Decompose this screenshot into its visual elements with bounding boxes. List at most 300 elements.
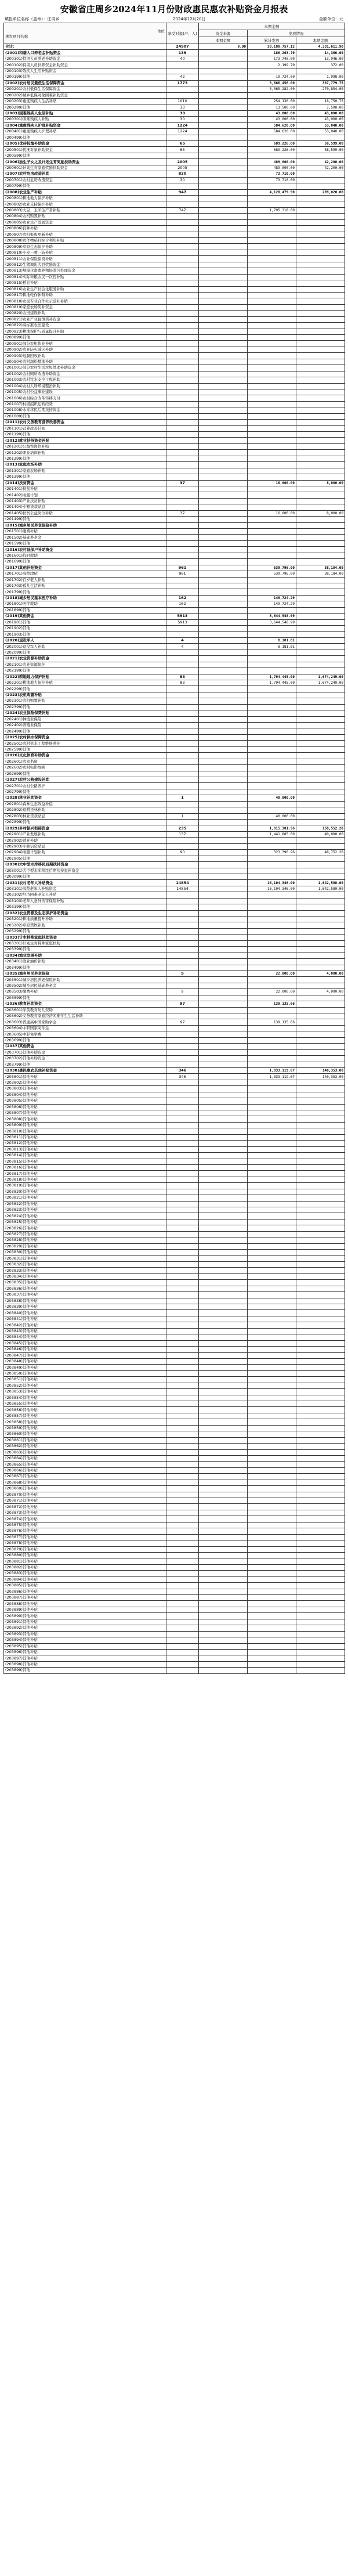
row-persons [166,1298,199,1304]
row-this-month [296,341,345,347]
row-cumulative [248,704,296,710]
row-persons [166,183,199,189]
row-cumulative [248,219,296,225]
row-this-month [296,383,345,389]
row-persons [166,517,199,522]
row-this-month [296,1462,345,1467]
row-name: (203862)其他补贴 [4,1444,166,1449]
row-current-amount [199,959,248,965]
row-name: (203810)其他补贴 [4,1128,166,1134]
row-cumulative [248,1546,296,1552]
row-name: (202799)其他 [4,789,166,795]
table-row [4,104,345,110]
row-cumulative [248,492,296,498]
row-cumulative [248,238,296,244]
row-current-amount [199,280,248,286]
row-persons [166,153,199,158]
row-current-amount [199,765,248,771]
row-persons [166,1171,199,1177]
table-row [4,68,345,74]
row-persons [166,1334,199,1340]
table-row [4,692,345,698]
row-persons [166,250,199,255]
row-cumulative: 173,740.00 [248,56,296,62]
row-name: (203840)其他补贴 [4,1310,166,1316]
row-persons [166,1631,199,1637]
table-row [4,1116,345,1122]
row-persons: 14854 [166,880,199,886]
table-row [4,1268,345,1273]
row-this-month [296,765,345,771]
row-cumulative [248,734,296,740]
row-persons: 947 [166,189,199,195]
table-row [4,189,345,195]
row-name: (203872)其他补贴 [4,1504,166,1510]
row-current-amount [199,1001,248,1007]
row-persons [166,1589,199,1594]
row-cumulative: 38,180,757.12 [248,44,296,50]
row-this-month: 14,366.00 [296,50,345,56]
table-row [4,1413,345,1419]
row-current-amount [199,595,248,601]
table-row [4,1128,345,1134]
row-cumulative: 16,104,346.00 [248,886,296,892]
row-current-amount [199,1207,248,1213]
row-this-month [296,716,345,722]
row-current-amount [199,153,248,158]
row-name: (2013)家庭农场补助 [4,462,166,468]
row-name: (203829)其他补贴 [4,1243,166,1249]
row-persons: 139 [166,50,199,56]
row-name: (203892)其他补贴 [4,1625,166,1631]
row-name: (203833)其他补贴 [4,1268,166,1273]
row-current-amount [199,1589,248,1594]
row-this-month [296,1377,345,1383]
row-current-amount [199,637,248,643]
table-row [4,831,345,837]
row-this-month [296,753,345,759]
row-this-month: 4,000.00 [296,970,345,976]
row-current-amount [199,226,248,232]
row-current-amount [199,1347,248,1352]
table-row [4,771,345,777]
row-persons [166,1528,199,1534]
row-this-month [296,547,345,553]
row-name: (203605)中职免学费 [4,1031,166,1037]
row-cumulative [248,68,296,74]
row-name: (203001)大中型水库移民后期扶持直补资金 [4,868,166,874]
row-name: (202803)林业贷款贴息 [4,813,166,819]
row-this-month [296,1347,345,1352]
row-cumulative [248,1110,296,1116]
row-current-amount [199,1395,248,1401]
row-name: (203868)其他补贴 [4,1480,166,1485]
row-name: (203818)其他补贴 [4,1177,166,1182]
row-cumulative [248,347,296,352]
row-name: (203804)其他补贴 [4,1092,166,1098]
row-name: (203849)其他补贴 [4,1365,166,1370]
row-persons [166,662,199,668]
table-row [4,662,345,668]
row-current-amount [199,425,248,431]
row-cumulative [248,662,296,668]
row-current-amount [199,674,248,680]
row-this-month [296,977,345,983]
row-this-month [296,959,345,965]
row-persons [166,935,199,940]
row-name: (203832)其他补贴 [4,1261,166,1267]
row-this-month [296,1655,345,1661]
row-cumulative [248,298,296,304]
row-current-amount [199,892,248,898]
row-name: (201401)扶贫补贴 [4,486,166,492]
row-this-month [296,1649,345,1655]
row-current-amount [199,783,248,789]
table-row [4,129,345,135]
row-current-amount [199,1268,248,1273]
row-cumulative [248,1250,296,1255]
row-cumulative: 8,181.81 [248,637,296,643]
row-current-amount [199,989,248,995]
row-this-month: 372.00 [296,62,345,68]
row-this-month [296,637,345,643]
row-current-amount [199,335,248,341]
table-row [4,1110,345,1116]
row-persons [166,353,199,359]
row-this-month [296,1637,345,1643]
row-cumulative [248,365,296,371]
row-cumulative [248,977,296,983]
table-row [4,825,345,831]
row-this-month [296,292,345,298]
row-name: (2018)城乡居民基本医疗补助 [4,595,166,601]
table-row [4,650,345,655]
row-name: (202801)森林生态效益补偿 [4,801,166,807]
row-cumulative [248,268,296,274]
row-cumulative [248,1171,296,1177]
table-row [4,1619,345,1625]
table-row [4,1340,345,1346]
table-row [4,232,345,237]
table-row [4,1013,345,1019]
row-persons [166,1122,199,1128]
row-name: (200301)困难残疾人补贴 [4,117,166,122]
row-this-month [296,1231,345,1237]
row-name: (201001)部分农村生活垃圾处理补助资金 [4,365,166,371]
row-persons [166,1189,199,1195]
row-current-amount [199,880,248,886]
row-current-amount [199,1407,248,1413]
table-row [4,286,345,292]
row-persons [166,547,199,553]
row-name: (201399)其他 [4,474,166,480]
table-row [4,1104,345,1110]
row-current-amount [199,207,248,213]
row-name: (203885)其他补贴 [4,1583,166,1589]
row-this-month [296,450,345,456]
row-cumulative: 22,000.00 [248,989,296,995]
row-current-amount [199,801,248,807]
table-row [4,474,345,480]
header-issued: 发放情况 [248,30,345,37]
row-persons: 37 [166,480,199,486]
row-name: (203876)其他补贴 [4,1528,166,1534]
row-current-amount [199,1462,248,1467]
row-this-month [296,1589,345,1594]
row-cumulative: 1,815,381.96 [248,825,296,831]
row-this-month: 40,000.00 [296,831,345,837]
row-persons [166,734,199,740]
row-name: (203807)其他补贴 [4,1110,166,1116]
row-this-month [296,710,345,716]
row-persons [166,1467,199,1473]
row-name: (2025)农村供水保障资金 [4,734,166,740]
row-this-month [296,1546,345,1552]
row-name: (202499)其他 [4,728,166,734]
table-row [4,535,345,540]
row-name: (202301)农机购置补贴 [4,698,166,704]
row-current-amount [199,1492,248,1498]
row-cumulative [248,1413,296,1419]
row-persons [166,1037,199,1043]
row-current-amount [199,510,248,516]
row-name: (202601)农家书屋 [4,759,166,764]
row-this-month [296,456,345,461]
row-name: (2008)农业生产补贴 [4,189,166,195]
table-row [4,1074,345,1080]
row-persons [166,632,199,637]
row-name: (202899)其他 [4,820,166,825]
table-row [4,256,345,262]
row-name: (203873)其他补贴 [4,1510,166,1516]
table-row [4,886,345,892]
row-this-month: 18,750.75 [296,98,345,104]
table-row [4,1049,345,1055]
row-name: (203399)其他 [4,947,166,953]
row-name: (203803)其他补贴 [4,1086,166,1092]
row-persons [166,1183,199,1189]
row-current-amount [199,529,248,535]
row-cumulative [248,771,296,777]
row-this-month [296,607,345,613]
row-persons: 4 [166,644,199,650]
row-cumulative: 489,000.00 [248,165,296,171]
row-cumulative [248,1637,296,1643]
row-this-month [296,432,345,438]
row-current-amount [199,347,248,352]
row-current-amount [199,704,248,710]
row-name: (203806)其他补贴 [4,1104,166,1110]
row-cumulative [248,741,296,746]
row-current-amount [199,141,248,147]
table-row [4,50,345,56]
table-row [4,741,345,746]
table-row [4,44,345,50]
row-cumulative: 16,000.00 [248,480,296,486]
table-row [4,868,345,874]
table-row [4,504,345,510]
row-current-amount [199,1183,248,1189]
row-name: (203861)其他补贴 [4,1437,166,1443]
row-persons [166,1044,199,1049]
row-name: (203893)其他补贴 [4,1631,166,1637]
row-this-month: 1,998.00 [296,74,345,80]
row-persons [166,286,199,292]
row-name: (2028)林业补助资金 [4,795,166,801]
table-row [4,1159,345,1164]
row-current-amount [199,292,248,298]
row-persons [166,1231,199,1237]
row-current-amount [199,498,248,504]
row-this-month [296,183,345,189]
row-name: (202101)农业资源保护 [4,662,166,668]
row-this-month [296,704,345,710]
row-current-amount [199,1086,248,1092]
row-name: (203880)其他补贴 [4,1552,166,1558]
row-name: (201004)农村人居环境整治补助 [4,383,166,389]
table-row [4,1207,345,1213]
row-cumulative [248,323,296,329]
row-current-amount [199,1558,248,1564]
row-this-month [296,1401,345,1407]
row-persons [166,1395,199,1401]
row-this-month: 8,000.00 [296,510,345,516]
table-body [4,44,345,1674]
row-name: (203882)其他补贴 [4,1564,166,1570]
row-persons: 30 [166,117,199,122]
row-current-amount [199,1661,248,1667]
row-cumulative: 149,724.29 [248,595,296,601]
row-persons [166,1474,199,1480]
row-cumulative [248,1383,296,1388]
row-this-month [296,862,345,868]
row-name: (203846)其他补贴 [4,1347,166,1352]
row-cumulative [248,540,296,546]
row-cumulative [248,559,296,565]
row-cumulative [248,1480,296,1485]
row-current-amount [199,238,248,244]
row-this-month [296,1431,345,1437]
row-this-month [296,734,345,740]
row-current-amount [199,898,248,904]
row-name: (200823)耕地保护与质量提升补助 [4,329,166,334]
table-row [4,353,345,359]
row-name: (202299)其他 [4,686,166,692]
row-cumulative [248,650,296,655]
row-this-month [296,1116,345,1122]
row-cumulative: 10,724.00 [248,74,296,80]
row-this-month [296,723,345,728]
row-cumulative [248,214,296,219]
row-persons [166,450,199,456]
row-persons [166,347,199,352]
row-cumulative: 73,710.00 [248,171,296,177]
row-this-month [296,1037,345,1043]
row-persons [166,892,199,898]
row-persons [166,1455,199,1461]
row-this-month [296,1153,345,1159]
row-name: (203599)其他 [4,995,166,1001]
row-this-month [296,1340,345,1346]
row-name: (203881)其他补贴 [4,1558,166,1564]
row-current-amount [199,183,248,189]
row-persons [166,468,199,474]
row-name: (203501)城乡居民养老保险补助 [4,977,166,983]
row-this-month [296,1031,345,1037]
row-this-month: 270,854.00 [296,86,345,92]
table-row [4,183,345,189]
row-this-month [296,838,345,843]
row-cumulative: 1,795,318.00 [248,207,296,213]
row-this-month [296,1334,345,1340]
row-persons [166,498,199,504]
table-row [4,637,345,643]
row-cumulative [248,474,296,480]
row-cumulative [248,692,296,698]
row-persons [166,1540,199,1546]
row-cumulative [248,1661,296,1667]
row-persons [166,92,199,98]
table-row [4,1298,345,1304]
row-current-amount [199,377,248,383]
row-current-amount [199,1007,248,1013]
row-this-month [296,813,345,819]
row-current-amount [199,1365,248,1370]
row-this-month [296,1358,345,1364]
row-persons [166,710,199,716]
table-row [4,517,345,522]
table-row [4,1001,345,1007]
table-row [4,547,345,553]
row-persons: 346 [166,1074,199,1080]
row-persons [166,843,199,849]
table-row [4,1613,345,1619]
row-name: (203102)经济困难老年人补贴 [4,892,166,898]
row-current-amount [199,710,248,716]
row-persons [166,1340,199,1346]
row-persons [166,1619,199,1625]
row-cumulative [248,1631,296,1637]
row-cumulative [248,553,296,558]
row-this-month [296,1044,345,1049]
row-this-month [296,789,345,795]
row-this-month [296,856,345,861]
row-cumulative [248,286,296,292]
table-row [4,922,345,928]
row-name: (201901)其他 [4,619,166,625]
row-this-month: 43,000.00 [296,117,345,122]
row-persons [166,304,199,310]
row-name: (203860)其他补贴 [4,1431,166,1437]
row-cumulative [248,777,296,782]
row-current-amount [199,438,248,443]
row-current-amount [199,970,248,976]
row-this-month [296,1207,345,1213]
row-this-month [296,656,345,662]
row-current-amount [199,1637,248,1643]
table-row [4,595,345,601]
row-this-month [296,746,345,752]
row-name: (203808)其他补贴 [4,1116,166,1122]
row-this-month [296,632,345,637]
row-this-month [296,698,345,704]
table-row [4,413,345,419]
row-persons [166,928,199,934]
row-cumulative: 43,000.00 [248,117,296,122]
row-persons [166,704,199,710]
row-persons [166,395,199,401]
row-this-month [296,626,345,632]
